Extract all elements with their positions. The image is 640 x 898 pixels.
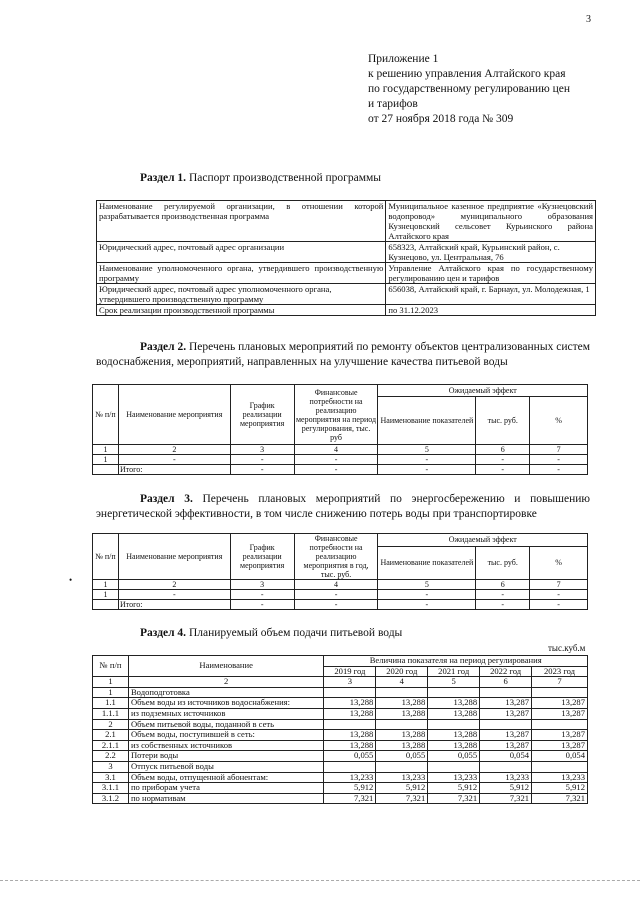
cell: 7 [532,677,588,688]
value-cell [428,719,480,730]
section2-number: Раздел 2. [140,341,187,353]
cell: - [476,590,530,600]
total-label: Итого: [118,465,230,475]
value-cell: 5,912 [532,783,588,794]
cell [93,600,119,610]
table-row [93,761,588,772]
value-cell [428,761,480,772]
appendix-line: Приложение 1 [368,53,439,65]
value-cell: 0,055 [428,751,480,762]
table-row [93,740,588,751]
value-cell: 13,287 [480,730,532,741]
col-header-name: Наименование мероприятия [118,534,230,580]
passport-label: Наименование регулируемой организации, в отношении которой разрабатывается производственная программа [97,201,386,242]
appendix-line: и тарифов [368,98,418,110]
cell: - [294,465,378,475]
row-name: Водоподготовка [128,687,324,698]
cell: - [378,465,476,475]
cell: - [230,590,294,600]
col-header-percent: % [530,546,588,579]
value-cell [480,719,532,730]
value-cell: 13,233 [532,772,588,783]
section3-number: Раздел 3. [140,493,193,505]
value-cell: 7,321 [324,793,376,804]
total-label: Итого: [118,600,230,610]
table-row [93,783,588,794]
value-cell: 13,287 [480,698,532,709]
energy-measures-table [92,533,588,610]
row-name: по приборам учета [128,783,324,794]
cell: 5 [378,445,476,455]
row-number: 2 [93,719,129,730]
row-name: Отпуск питьевой воды [128,761,324,772]
table-row [93,590,588,600]
table-row [97,242,596,263]
col-header-indicator: Наименование показателей [378,546,476,579]
col-header-num: № п/п [93,534,119,580]
cell: 6 [480,677,532,688]
row-name: Объем воды из источников водоснабжения: [128,698,324,709]
table-header-row [93,534,588,547]
col-header-schedule: График реализации мероприятия [230,534,294,580]
row-number: 1 [93,687,129,698]
row-name: по нормативам [128,793,324,804]
passport-value: 658323, Алтайский край, Курьинский район, с. Кузнецово, ул. Центральная, 76 [386,242,596,263]
value-cell: 13,288 [324,740,376,751]
row-name: Объем воды, поступившей в сеть: [128,730,324,741]
col-header-name: Наименование мероприятия [118,385,230,445]
col-header-year: 2019 год [324,666,376,677]
cell: 6 [476,445,530,455]
section4-heading: Планируемый объем подачи питьевой воды [188,627,403,639]
section1-heading: Паспорт производственной программы [188,172,382,184]
cell: 5 [378,580,476,590]
row-name: Потери воды [128,751,324,762]
cell: 3 [230,580,294,590]
cell: - [230,455,294,465]
table-row [93,708,588,719]
value-cell: 5,912 [376,783,428,794]
value-cell: 7,321 [376,793,428,804]
value-cell: 13,287 [480,740,532,751]
row-name: из подземных источников [128,708,324,719]
col-header-finance: Финансовые потребности на реализацию мероприятия в год, тыс. руб. [294,534,378,580]
value-cell: 13,287 [532,708,588,719]
row-number: 2.2 [93,751,129,762]
value-cell [532,719,588,730]
section2-heading: Перечень плановых мероприятий по ремонту объектов централизованных систем водоснабжения, мероприятий, направленных на улучшение качества питьевой воды [96,341,590,368]
value-cell: 13,287 [532,740,588,751]
value-cell: 13,288 [324,708,376,719]
cell: - [530,465,588,475]
value-cell: 5,912 [480,783,532,794]
row-number: 2.1 [93,730,129,741]
appendix-line: по государственному регулированию цен [368,83,571,95]
section2-title [96,340,590,370]
value-cell: 0,055 [376,751,428,762]
units-label: тыс.куб.м [548,643,586,653]
cell: 1 [93,455,119,465]
value-cell: 13,288 [376,730,428,741]
value-cell [376,687,428,698]
page-number: 3 [586,14,591,25]
value-cell: 0,054 [480,751,532,762]
table-row [93,465,588,475]
cell: - [118,590,230,600]
row-number: 3 [93,761,129,772]
cell: - [476,600,530,610]
cell: - [378,600,476,610]
col-header-period: Величина показателя на период регулирования [324,656,588,667]
col-header-schedule: График реализации мероприятия [230,385,294,445]
passport-value: по 31.12.2023 [386,305,596,316]
col-header-year: 2020 год [376,666,428,677]
section3-title [96,492,590,522]
cell: - [530,590,588,600]
appendix-header [368,52,608,127]
table-row [93,719,588,730]
table-row [93,687,588,698]
value-cell: 7,321 [480,793,532,804]
cell: - [476,465,530,475]
cell: 3 [230,445,294,455]
table-row [93,677,588,688]
value-cell: 5,912 [428,783,480,794]
cell: 2 [128,677,324,688]
cell: 2 [118,580,230,590]
row-name: Объем питьевой воды, поданной в сеть [128,719,324,730]
col-header-effect: Ожидаемый эффект [378,385,588,397]
value-cell: 13,233 [376,772,428,783]
value-cell: 13,233 [480,772,532,783]
table-row [97,263,596,284]
passport-value: Управление Алтайского края по государственному регулированию цен и тарифов [386,263,596,284]
row-number: 1.1.1 [93,708,129,719]
passport-value: Муниципальное казенное предприятие «Кузнецовский водопровод» муниципального образования Кузнецовский сельсовет Курьинского района Алтайского края [386,201,596,242]
value-cell [324,719,376,730]
value-cell [532,687,588,698]
col-header-finance: Финансовые потребности на реализацию мероприятия на период регулирования, тыс. руб [294,385,378,445]
table-row [93,772,588,783]
table-row [93,445,588,455]
section3-heading: Перечень плановых мероприятий по энергосбережению и повышению энергетической эффективности, в том числе снижению потерь воды при транспортировке [96,493,591,520]
cell: - [230,465,294,475]
passport-label: Срок реализации производственной программы [97,305,386,316]
value-cell: 5,912 [324,783,376,794]
col-header-percent: % [530,397,588,445]
cell: - [230,600,294,610]
table-row [93,730,588,741]
table-header-row [93,385,588,397]
table-row [97,284,596,305]
row-number: 1.1 [93,698,129,709]
passport-label: Наименование уполномоченного органа, утвердившего производственную программу [97,263,386,284]
value-cell: 13,288 [376,740,428,751]
section1-number: Раздел 1. [140,172,187,184]
cell: 7 [530,445,588,455]
value-cell [480,687,532,698]
value-cell [324,761,376,772]
cell: - [378,455,476,465]
passport-label: Юридический адрес, почтовый адрес организации [97,242,386,263]
cell: - [530,600,588,610]
value-cell: 7,321 [532,793,588,804]
table-row [93,580,588,590]
value-cell: 0,055 [324,751,376,762]
table-row [93,698,588,709]
table-row [97,305,596,316]
row-number: 3.1.2 [93,793,129,804]
col-header-thousand: тыс. руб. [476,397,530,445]
cell: 6 [476,580,530,590]
col-header-year: 2023 год [532,666,588,677]
table-row [93,455,588,465]
value-cell: 13,233 [428,772,480,783]
cell: - [378,590,476,600]
value-cell: 13,233 [324,772,376,783]
cell: 7 [530,580,588,590]
value-cell [532,761,588,772]
col-header-num: № п/п [93,656,129,677]
section4-number: Раздел 4. [140,627,187,639]
section4-title [140,627,402,639]
col-header-year: 2021 год [428,666,480,677]
row-name: из собственных источников [128,740,324,751]
cell: - [530,455,588,465]
cell: 3 [324,677,376,688]
value-cell: 13,288 [376,698,428,709]
col-header-indicator: Наименование показателей [378,397,476,445]
value-cell [480,761,532,772]
cell: 5 [428,677,480,688]
value-cell [376,761,428,772]
value-cell: 13,287 [532,698,588,709]
value-cell: 13,288 [428,708,480,719]
repair-measures-table [92,384,588,475]
appendix-line: к решению управления Алтайского края [368,68,566,80]
row-number: 3.1 [93,772,129,783]
value-cell: 13,288 [428,740,480,751]
stray-mark: • [69,575,73,585]
col-header-effect: Ожидаемый эффект [378,534,588,547]
water-supply-table [92,655,588,804]
cell: - [294,590,378,600]
table-row [97,201,596,242]
cell: - [118,455,230,465]
value-cell: 13,288 [376,708,428,719]
cell: 1 [93,590,119,600]
passport-value: 656038, Алтайский край, г. Барнаул, ул. Молодежная, 1 [386,284,596,305]
value-cell [376,719,428,730]
value-cell [428,687,480,698]
cell: 1 [93,677,129,688]
page-bottom-divider [0,880,640,881]
cell: - [294,600,378,610]
value-cell: 13,287 [532,730,588,741]
table-row [93,600,588,610]
row-name: Объем воды, отпущенной абонентам: [128,772,324,783]
value-cell: 13,288 [324,698,376,709]
cell: 4 [376,677,428,688]
col-header-name: Наименование [128,656,324,677]
value-cell: 0,054 [532,751,588,762]
cell: 4 [294,445,378,455]
value-cell: 13,288 [428,730,480,741]
cell: 1 [93,445,119,455]
value-cell: 7,321 [428,793,480,804]
cell: - [294,455,378,465]
row-number: 2.1.1 [93,740,129,751]
cell: 4 [294,580,378,590]
row-number: 3.1.1 [93,783,129,794]
value-cell [324,687,376,698]
passport-table [96,200,596,316]
cell: - [476,455,530,465]
section1-title [140,172,381,184]
appendix-line: от 27 ноября 2018 года № 309 [368,113,514,125]
table-row [93,793,588,804]
col-header-thousand: тыс. руб. [476,546,530,579]
water-supply-rows [93,687,588,804]
value-cell: 13,288 [428,698,480,709]
value-cell: 13,287 [480,708,532,719]
value-cell: 13,288 [324,730,376,741]
cell [93,465,119,475]
col-header-year: 2022 год [480,666,532,677]
col-header-num: № п/п [93,385,119,445]
passport-label: Юридический адрес, почтовый адрес уполномоченного органа, утвердившего производственную программу [97,284,386,305]
table-row [93,751,588,762]
cell: 1 [93,580,119,590]
table-header-row [93,656,588,667]
cell: 2 [118,445,230,455]
